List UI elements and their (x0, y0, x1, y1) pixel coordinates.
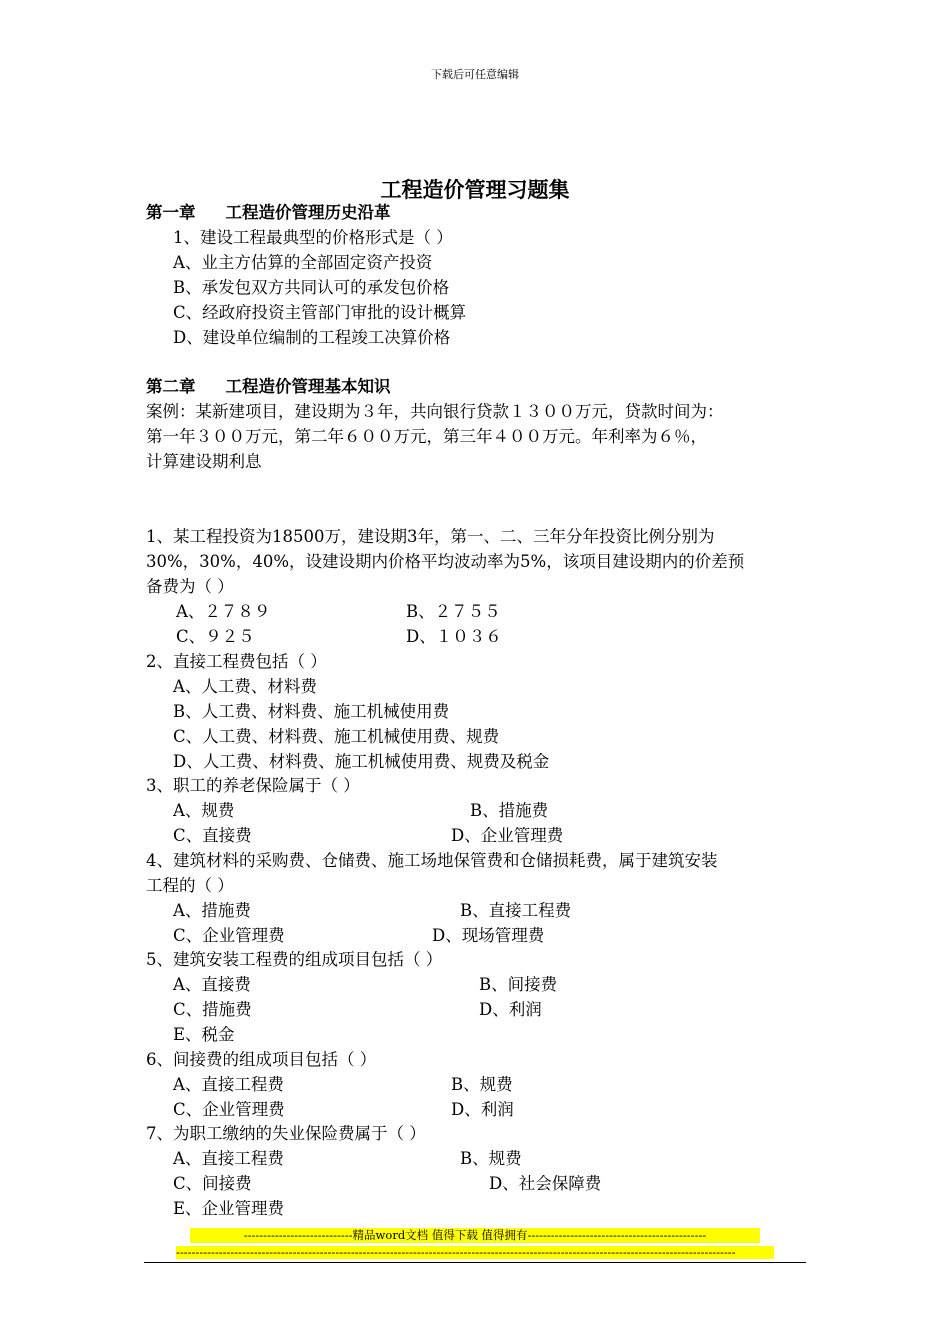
q7-option-c: C、间接费 (173, 1174, 252, 1193)
ch1-q1-option-d: D、建设单位编制的工程竣工决算价格 (173, 328, 451, 347)
chapter-1-heading (146, 200, 391, 225)
case-line-3: 计算建设期利息 (146, 452, 262, 471)
question-2: 2、直接工程费包括（ ） (146, 652, 327, 671)
footer-rule (144, 1262, 806, 1263)
q6-option-b: B、规费 (451, 1075, 513, 1094)
q3-option-a: A、规费 (173, 801, 235, 820)
q1-option-b: B、２７５５ (406, 602, 501, 621)
q7-option-e: E、企业管理费 (173, 1199, 285, 1218)
q1-option-c: C、９２５ (176, 627, 255, 646)
question-6: 6、间接费的组成项目包括（ ） (146, 1050, 377, 1069)
q2-option-c: C、人工费、材料费、施工机械使用费、规费 (173, 727, 500, 746)
q5-option-d: D、利润 (479, 1000, 542, 1019)
q4-option-a: A、措施费 (173, 901, 251, 920)
question-5: 5、建筑安装工程费的组成项目包括（ ） (146, 950, 443, 969)
ch1-question-1: 1、建设工程最典型的价格形式是（ ） (173, 228, 453, 247)
chapter-2-heading (146, 374, 391, 399)
q7-option-d: D、社会保障费 (489, 1174, 602, 1193)
footer-dash-line: ------------------------------------------------------------------------------------------------------------------------------------------------ (176, 1246, 774, 1259)
chapter-2-name: 工程造价管理基本知识 (225, 377, 391, 396)
q2-option-d: D、人工费、材料费、施工机械使用费、规费及税金 (173, 752, 550, 771)
ch1-q1-option-a: A、业主方估算的全部固定资产投资 (173, 253, 433, 272)
question-1-line-2: 30%，30%，40%，设建设期内价格平均波动率为5%，该项目建设期内的价差预 (146, 552, 745, 571)
question-3: 3、职工的养老保险属于（ ） (146, 776, 360, 795)
question-1-line-1: 1、某工程投资为18500万，建设期3年，第一、二、三年分年投资比例分别为 (146, 527, 715, 546)
question-4-line-1: 4、建筑材料的采购费、仓储费、施工场地保管费和仓储损耗费，属于建筑安装 (146, 851, 718, 870)
ch1-q1-option-c: C、经政府投资主管部门审批的设计概算 (173, 303, 467, 322)
q6-option-c: C、企业管理费 (173, 1100, 285, 1119)
case-line-1: 案例：某新建项目，建设期为３年，共向银行贷款１３００万元，贷款时间为： (146, 402, 724, 421)
q2-option-a: A、人工费、材料费 (173, 677, 317, 696)
chapter-1-label: 第一章 (146, 203, 196, 222)
q7-option-a: A、直接工程费 (173, 1149, 284, 1168)
q3-option-b: B、措施费 (470, 801, 549, 820)
q1-option-d: D、１０３６ (406, 627, 502, 646)
question-4-line-2: 工程的（ ） (146, 876, 234, 895)
q4-option-d: D、现场管理费 (432, 926, 545, 945)
q5-option-a: A、直接费 (173, 975, 251, 994)
q5-option-b: B、间接费 (479, 975, 558, 994)
q3-option-c: C、直接费 (173, 826, 252, 845)
chapter-1-name: 工程造价管理历史沿革 (225, 203, 391, 222)
document-title: 工程造价管理习题集 (380, 177, 570, 202)
case-line-2: 第一年３００万元，第二年６００万元，第三年４００万元。年利率为６％， (146, 427, 707, 446)
q1-option-a: A、２７８９ (176, 602, 271, 621)
question-7: 7、为职工缴纳的失业保险费属于（ ） (146, 1124, 426, 1143)
q7-option-b: B、规费 (460, 1149, 522, 1168)
q5-option-e: E、税金 (173, 1025, 235, 1044)
q5-option-c: C、措施费 (173, 1000, 252, 1019)
page-header: 下载后可任意编辑 (431, 68, 519, 81)
chapter-2-label: 第二章 (146, 377, 196, 396)
question-1-line-3: 备费为（ ） (146, 577, 234, 596)
q4-option-c: C、企业管理费 (173, 926, 285, 945)
q3-option-d: D、企业管理费 (451, 826, 564, 845)
q4-option-b: B、直接工程费 (460, 901, 572, 920)
q2-option-b: B、人工费、材料费、施工机械使用费 (173, 702, 450, 721)
q6-option-a: A、直接工程费 (173, 1075, 284, 1094)
q6-option-d: D、利润 (451, 1100, 514, 1119)
ch1-q1-option-b: B、承发包双方共同认可的承发包价格 (173, 278, 450, 297)
footer-banner: ----------------------------精品word文档 值得下载 值得拥有---------------------------------------------- (190, 1228, 760, 1243)
